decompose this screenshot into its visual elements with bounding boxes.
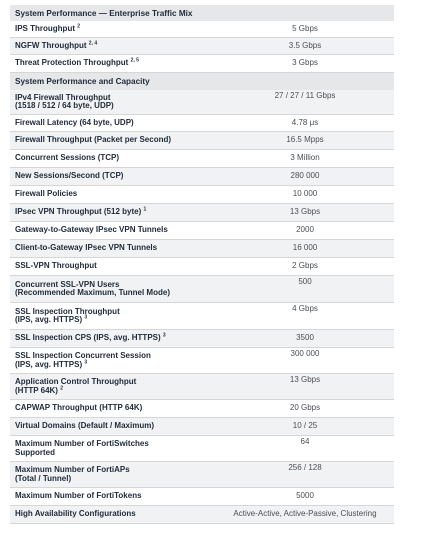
spec-value: 13 Gbps: [289, 207, 321, 217]
spec-value: 3 Gbps: [292, 58, 318, 68]
table-row: [10, 348, 394, 374]
spec-value: 3 Million: [290, 153, 320, 163]
spec-label: IPsec VPN Throughput (512 byte): [15, 207, 142, 217]
footnote-marker: 3: [162, 332, 166, 339]
footnote-marker: 2: [77, 23, 81, 30]
spec-label: Concurrent Sessions (TCP): [15, 153, 120, 163]
spec-value: 16.5 Mpps: [286, 135, 324, 145]
table-row: [10, 374, 394, 400]
section-header-capacity: [10, 73, 394, 90]
spec-label: IPv4 Firewall Throughput: [15, 92, 111, 102]
footnote-marker: 3: [84, 314, 88, 321]
table-row: [10, 400, 394, 418]
spec-label: SSL Inspection CPS (IPS, avg. HTTPS): [15, 333, 161, 343]
footnote-marker: 1: [143, 206, 147, 213]
spec-label: High Availability Configurations: [15, 509, 136, 519]
section-header-traffic-mix: [10, 5, 394, 21]
table-row: [10, 222, 394, 240]
spec-label: IPS Throughput: [15, 23, 75, 33]
spec-label: New Sessions/Second (TCP): [15, 171, 124, 181]
spec-label: NGFW Throughput: [15, 40, 87, 50]
spec-label: Application Control Throughput: [15, 377, 137, 387]
table-row: [10, 462, 394, 488]
section-title: System Performance and Capacity: [15, 77, 150, 86]
table-row: [10, 21, 394, 38]
table-row: [10, 240, 394, 258]
spec-label-line2: (IPS, avg. HTTPS): [15, 359, 83, 369]
footnote-marker: 2: [60, 384, 63, 391]
table-row: [10, 276, 394, 303]
table-row: [10, 150, 394, 168]
spec-value: 256 / 128: [288, 463, 322, 472]
spec-value: 2 Gbps: [292, 261, 318, 271]
spec-value: 500: [298, 277, 312, 286]
table-row: [10, 168, 394, 186]
spec-label: Maximum Number of FortiSwitches: [15, 439, 149, 449]
spec-label: Firewall Latency (64 byte, UDP): [15, 117, 134, 127]
spec-label-line2: (Recommended Maximum, Tunnel Mode): [15, 288, 170, 297]
spec-label-line2: Supported: [15, 447, 55, 457]
spec-value: Active-Active, Active-Passive, Clustering: [233, 509, 377, 519]
spec-label: Maximum Number of FortiAPs: [15, 465, 130, 475]
spec-label: Firewall Throughput (Packet per Second): [15, 135, 172, 145]
spec-label: Concurrent SSL-VPN Users: [15, 279, 120, 289]
section-title: System Performance — Enterprise Traffic Mix: [15, 8, 193, 18]
spec-label: Gateway-to-Gateway IPsec VPN Tunnels: [15, 225, 168, 235]
spec-label: Maximum Number of FortiTokens: [15, 491, 142, 501]
spec-value: 3500: [296, 333, 314, 343]
spec-label: SSL-VPN Throughput: [15, 261, 97, 271]
spec-value: 64: [300, 437, 310, 446]
footnote-marker: 2, 4: [88, 40, 98, 47]
spec-value: 4.78 μs: [291, 117, 319, 127]
spec-value: 5 Gbps: [292, 23, 318, 33]
spec-label: SSL Inspection Concurrent Session: [15, 351, 151, 361]
table-row: [10, 38, 394, 55]
table-row: [10, 115, 394, 132]
spec-value: 4 Gbps: [292, 304, 318, 313]
spec-value: 2000: [296, 225, 314, 235]
spec-label: Client-to-Gateway IPsec VPN Tunnels: [15, 243, 158, 253]
spec-label: SSL Inspection Throughput: [15, 306, 120, 316]
spec-label: CAPWAP Throughput (HTTP 64K): [15, 403, 143, 413]
table-row: [10, 436, 394, 462]
table-row: [10, 132, 394, 150]
table-row: [10, 258, 394, 276]
spec-value: 300 000: [290, 349, 320, 358]
spec-value: 10 000: [292, 189, 318, 199]
spec-value: 3.5 Gbps: [288, 40, 322, 50]
spec-table: [10, 5, 394, 524]
spec-value: 13 Gbps: [289, 375, 321, 384]
spec-label-line2: (Total / Tunnel): [15, 473, 72, 483]
spec-label-line2: (1518 / 512 / 64 byte, UDP): [15, 101, 114, 110]
table-row: [10, 204, 394, 222]
spec-value: 27 / 27 / 11 Gbps: [274, 91, 336, 100]
spec-label: Threat Protection Throughput: [15, 58, 129, 68]
table-row: [10, 303, 394, 330]
table-row: [10, 186, 394, 204]
spec-label-line2: (HTTP 64K): [15, 385, 58, 395]
spec-value: 16 000: [292, 243, 318, 253]
footnote-marker: 2, 5: [130, 57, 139, 64]
footnote-marker: 3: [84, 358, 88, 365]
table-row: [10, 330, 394, 348]
table-row: [10, 55, 394, 73]
spec-label-line2: (IPS, avg. HTTPS): [15, 315, 83, 324]
table-row: [10, 488, 394, 506]
table-row: [10, 90, 394, 115]
table-row: [10, 418, 394, 436]
spec-value: 20 Gbps: [289, 403, 321, 413]
spec-value: 5000: [296, 491, 314, 501]
spec-label: Virtual Domains (Default / Maximum): [15, 421, 154, 431]
table-row: [10, 506, 394, 524]
spec-value: 10 / 25: [292, 421, 318, 431]
spec-value: 280 000: [290, 171, 320, 181]
spec-label: Firewall Policies: [15, 189, 78, 199]
